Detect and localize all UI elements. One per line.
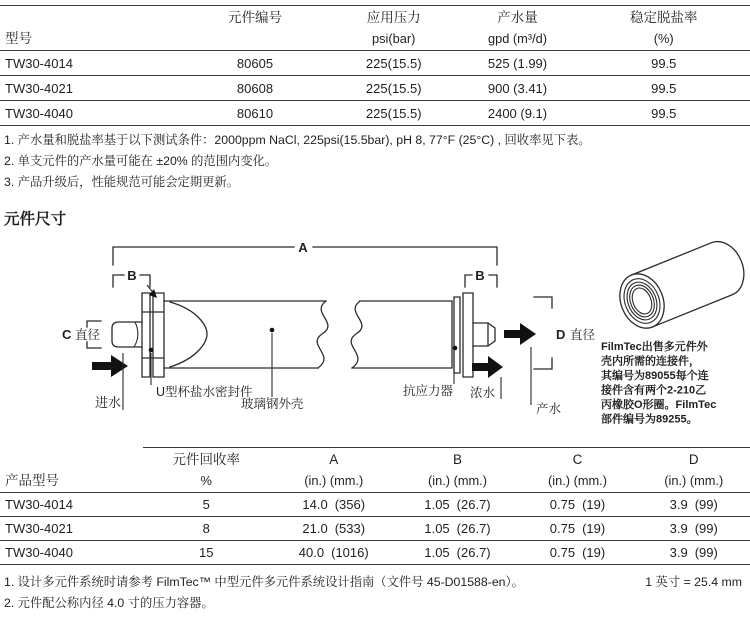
flow-cell: 525 (1.99) xyxy=(458,51,578,76)
leader-dot xyxy=(149,348,154,353)
header-dim-b: B (in.) (mm.) xyxy=(398,448,518,493)
coupler-caption xyxy=(600,339,716,426)
concentrate-arrow-icon xyxy=(472,356,503,378)
note-line: 2. 单支元件的产水量可能在 ±20% 的范围内变化。 xyxy=(4,154,278,168)
feed-label: 进水 xyxy=(95,395,122,410)
dimension-b-left xyxy=(113,268,150,287)
model-cell: TW30-4021 xyxy=(0,517,143,541)
dim-b-cell: 1.05 (26.7) xyxy=(398,517,518,541)
model-cell: TW30-4014 xyxy=(0,493,143,517)
flow-cell: 2400 (9.1) xyxy=(458,101,578,126)
dim-c-cell: 0.75 (19) xyxy=(518,541,638,565)
dim-b-cell: 1.05 (26.7) xyxy=(398,541,518,565)
recovery-cell: 5 xyxy=(143,493,271,517)
model-cell: TW30-4021 xyxy=(0,76,180,101)
table-row xyxy=(0,493,750,517)
dimension-d xyxy=(534,297,596,369)
dim-b-right-label: B xyxy=(475,268,485,283)
pressure-cell: 225(15.5) xyxy=(330,51,458,76)
permeate-label: 产水 xyxy=(536,402,562,416)
footer-notes xyxy=(4,572,750,614)
section-title: 元件尺寸 xyxy=(4,211,67,228)
model-cell: TW30-4014 xyxy=(0,51,180,76)
atd-label: 抗应力器 xyxy=(403,384,454,398)
pressure-cell: 225(15.5) xyxy=(330,76,458,101)
flow-cell: 900 (3.41) xyxy=(458,76,578,101)
part-number-cell: 80608 xyxy=(180,76,330,101)
dimension-b-right xyxy=(465,268,497,287)
dim-c-cell: 0.75 (19) xyxy=(518,493,638,517)
header-dim-c: C (in.) (mm.) xyxy=(518,448,638,493)
recovery-cell: 15 xyxy=(143,541,271,565)
dimension-a xyxy=(113,240,497,265)
shell-label: 玻璃钢外壳 xyxy=(241,397,304,411)
coupler-drawing xyxy=(612,235,750,335)
dim-d-cell: 3.9 (99) xyxy=(638,517,750,541)
dim-a-cell: 14.0 (356) xyxy=(270,493,398,517)
header-rejection: 稳定脱盐率 (%) xyxy=(578,6,750,51)
table-row xyxy=(0,76,750,101)
dim-d-word: 直径 xyxy=(570,328,596,342)
recovery-cell: 8 xyxy=(143,517,271,541)
dim-b-cell: 1.05 (26.7) xyxy=(398,493,518,517)
dim-a-cell: 40.0 (1016) xyxy=(270,541,398,565)
caption-line: FilmTec出售多元件外 xyxy=(601,341,708,353)
caption-line: 壳内所需的连接件， xyxy=(601,355,700,368)
header-dim-d: D (in.) (mm.) xyxy=(638,448,750,493)
rejection-cell: 99.5 xyxy=(578,101,750,126)
table-row xyxy=(0,101,750,126)
membrane-element-drawing xyxy=(112,285,495,377)
header-flow: 产水量 gpd (m³/d) xyxy=(458,6,578,51)
dim-a-label: A xyxy=(298,240,308,255)
header-pressure: 应用压力 psi(bar) xyxy=(330,6,458,51)
header-part-number: 元件编号 xyxy=(180,6,330,51)
dims-header-row xyxy=(0,448,750,493)
table-row xyxy=(0,51,750,76)
concentrate-label: 浓水 xyxy=(470,386,496,400)
header-recovery: 元件回收率 % xyxy=(143,448,271,493)
header-model: 型号 xyxy=(0,6,180,51)
model-cell: TW30-4040 xyxy=(0,541,143,565)
spec-notes xyxy=(4,130,750,193)
spec-table xyxy=(0,5,750,126)
element-diagram xyxy=(0,233,750,433)
pressure-cell: 225(15.5) xyxy=(330,101,458,126)
table-row xyxy=(0,517,750,541)
dim-c-letter: C xyxy=(62,327,72,342)
note-line: 3. 产品升级后，性能规范可能会定期更新。 xyxy=(4,175,240,189)
dim-d-letter: D xyxy=(556,327,566,342)
dim-b-left-label: B xyxy=(127,268,137,283)
part-number-cell: 80610 xyxy=(180,101,330,126)
note-line: 1. 产水量和脱盐率基于以下测试条件：2000ppm NaCl, 225psi(15.5bar), pH 8, 77°F (25°C) , 回收率见下表。 xyxy=(4,133,591,147)
dimensions-table xyxy=(0,447,750,565)
rejection-cell: 99.5 xyxy=(578,76,750,101)
dimension-c xyxy=(62,321,101,348)
table-row xyxy=(0,541,750,565)
dim-d-cell: 3.9 (99) xyxy=(638,541,750,565)
unit-conversion: 1 英寸 = 25.4 mm xyxy=(645,575,742,589)
caption-line: 部件编号为89255。 xyxy=(601,413,698,426)
header-product-model: 产品型号 xyxy=(0,448,143,493)
dim-d-cell: 3.9 (99) xyxy=(638,493,750,517)
header-dim-a: A (in.) (mm.) xyxy=(270,448,398,493)
caption-line: 接件含有两个2-210乙 xyxy=(601,384,707,397)
dim-c-word: 直径 xyxy=(75,328,101,342)
leader-dot xyxy=(270,328,275,333)
leader-dot xyxy=(453,346,458,351)
seal-label: U型杯盐水密封件 xyxy=(156,385,253,399)
caption-line: 丙橡胶O形圈。FilmTec xyxy=(601,399,717,411)
dim-a-cell: 21.0 (533) xyxy=(270,517,398,541)
permeate-arrow-icon xyxy=(504,323,536,345)
spec-header-row xyxy=(0,6,750,51)
caption-line: 其编号为89055每个连 xyxy=(601,370,709,382)
footer-note-2: 2. 元件配公称内径 4.0 寸的压力容器。 xyxy=(4,596,214,610)
dim-c-cell: 0.75 (19) xyxy=(518,517,638,541)
part-number-cell: 80605 xyxy=(180,51,330,76)
rejection-cell: 99.5 xyxy=(578,51,750,76)
footer-note-1: 1. 设计多元件系统时请参考 FilmTec™ 中型元件多元件系统设计指南（文件号 45-D01588-en）。 xyxy=(4,575,524,589)
model-cell: TW30-4040 xyxy=(0,101,180,126)
